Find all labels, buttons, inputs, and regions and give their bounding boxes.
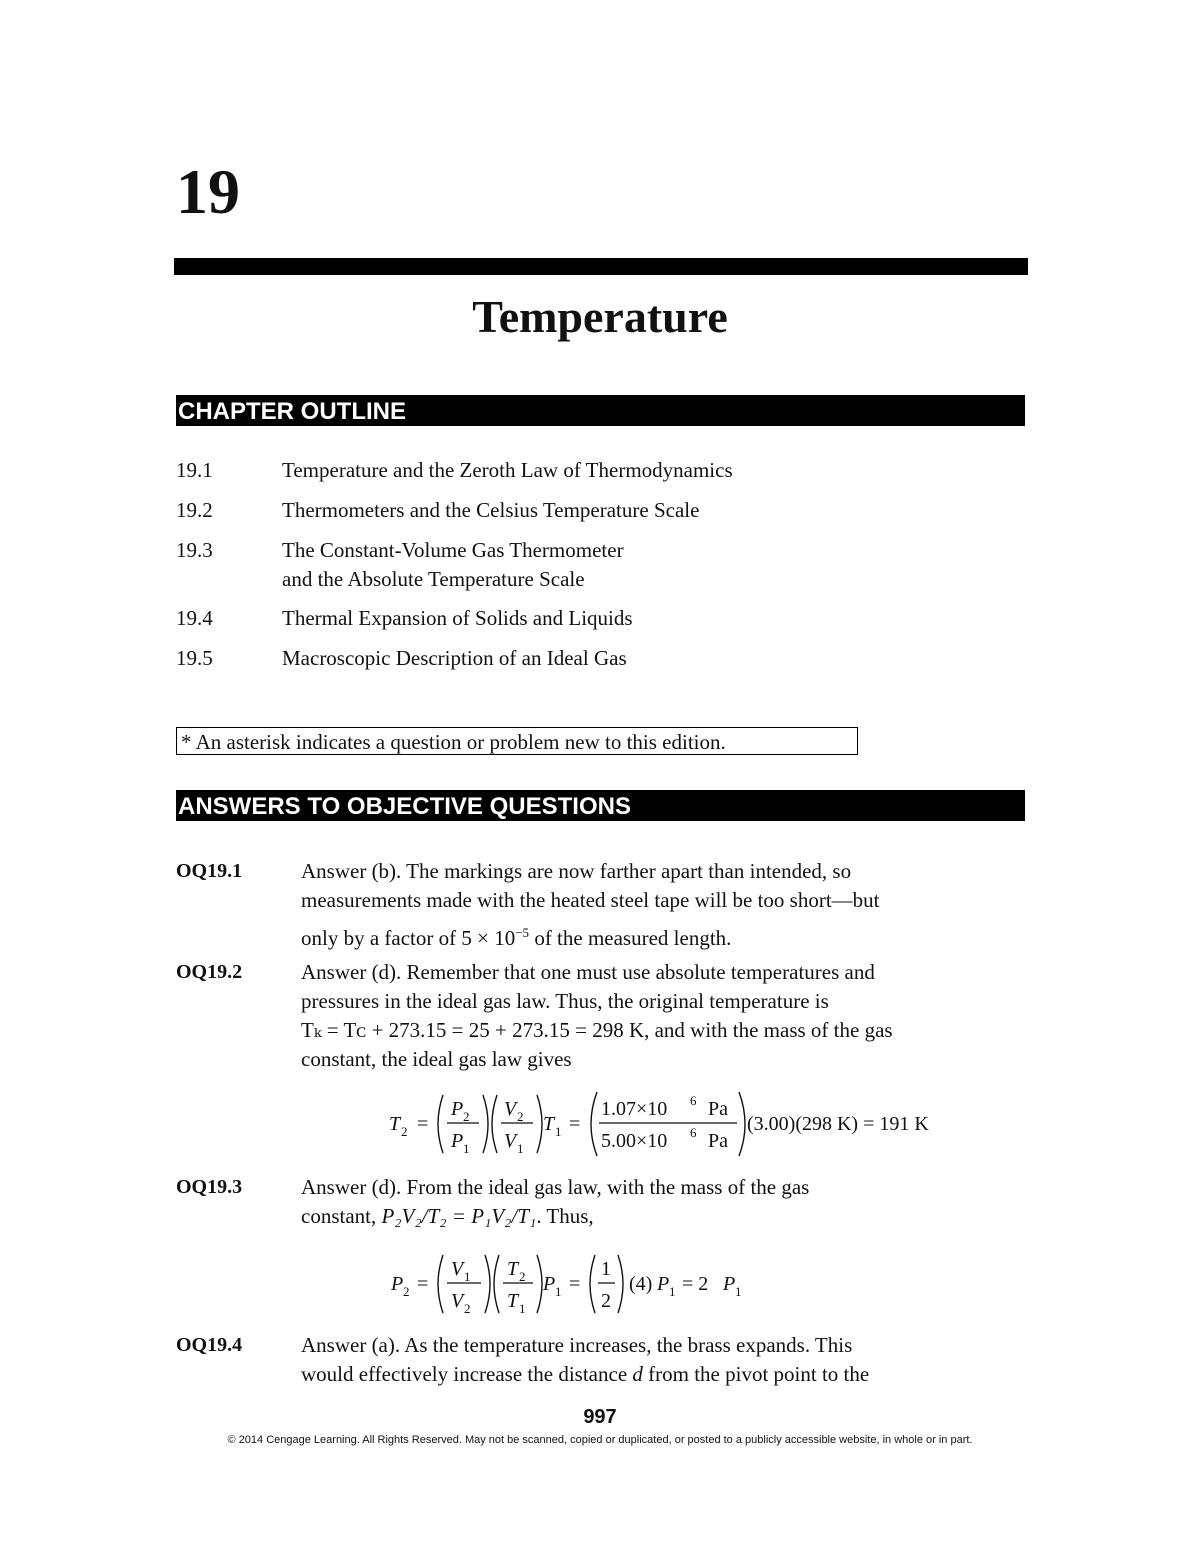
oq-line: constant, the ideal gas law gives <box>301 1047 572 1071</box>
outline-item <box>176 644 1026 673</box>
oq-text-fragment: would effectively increase the distance <box>301 1362 633 1386</box>
outline-item-number: 19.3 <box>176 538 213 562</box>
oq-text-fragment: from the pivot point to the <box>642 1362 870 1386</box>
eq-subscript: 1 <box>735 1284 742 1299</box>
eq-tail: = 2 <box>682 1273 709 1295</box>
copyright-notice: © 2014 Cengage Learning. All Rights Reserved. May not be scanned, copied or duplicated, or posted to a publicly accessible website, in whole or in part. <box>227 1434 973 1446</box>
eq-subscript: 1 <box>463 1141 470 1156</box>
eq-symbol: V <box>504 1098 517 1120</box>
eq-symbol: V <box>504 1130 517 1152</box>
eq-symbol: T <box>507 1290 519 1312</box>
oq-answer <box>301 857 1031 953</box>
oq-line: Answer (b). The markings are now farther apart than intended, so <box>301 859 852 883</box>
oq-label: OQ19.1 <box>176 860 243 882</box>
eq-subscript: 2 <box>403 1284 410 1299</box>
outline-item-title: Thermal Expansion of Solids and Liquids <box>282 606 633 630</box>
eq-unit: Pa <box>708 1098 728 1120</box>
eq-symbol: P <box>391 1273 404 1295</box>
eq-symbol: V <box>451 1258 464 1280</box>
objective-questions-header: ANSWERS TO OBJECTIVE QUESTIONS <box>176 790 1025 821</box>
oq-text-fragment: . Thus, <box>536 1204 594 1228</box>
oq-text-fragment: of the measured length. <box>529 926 732 950</box>
eq-symbol: P <box>657 1273 670 1295</box>
outline-item <box>176 604 1026 633</box>
outline-item <box>176 536 1026 594</box>
eq-subscript: 2 <box>463 1109 470 1124</box>
chapter-title: Temperature <box>472 291 728 342</box>
eq-exponent: 6 <box>690 1093 697 1108</box>
oq-line: measurements made with the heated steel tape will be too short—but <box>301 888 880 912</box>
eq-numerator: 1.07×10 <box>601 1098 668 1120</box>
oq-label: OQ19.4 <box>176 1334 243 1356</box>
inline-math: P₂V₂/T₂ = P₁V₂/T₁ <box>381 1204 537 1228</box>
outline-item-number: 19.4 <box>176 606 213 630</box>
oq-line <box>301 1360 1031 1389</box>
outline-item-title-line1: The Constant-Volume Gas Thermometer <box>282 538 624 562</box>
eq-tail: (4) <box>629 1273 653 1295</box>
asterisk-note: * An asterisk indicates a question or problem new to this edition. <box>176 727 858 755</box>
eq-subscript: 2 <box>464 1301 471 1316</box>
oq-text-fragment: only by a factor of 5 × 10 <box>301 926 516 950</box>
outline-item <box>176 456 1026 485</box>
outline-item-title: Thermometers and the Celsius Temperature Scale <box>282 498 700 522</box>
oq-line: Tₖ = Tᴄ + 273.15 = 25 + 273.15 = 298 K, and with the mass of the gas <box>301 1018 893 1042</box>
outline-item <box>176 496 1026 525</box>
outline-item-number: 19.2 <box>176 498 213 522</box>
eq-symbol: V <box>451 1290 464 1312</box>
eq-subscript: 1 <box>555 1284 562 1299</box>
oq-answer <box>301 1331 1031 1389</box>
inline-math: d <box>632 1362 643 1386</box>
eq-exponent: 6 <box>690 1125 697 1140</box>
oq-text-fragment: constant, <box>301 1204 382 1228</box>
eq-subscript: 2 <box>517 1109 524 1124</box>
exponent: −5 <box>515 925 530 940</box>
oq-line: Answer (a). As the temperature increases, the brass expands. This <box>301 1333 853 1357</box>
eq-subscript: 1 <box>669 1284 676 1299</box>
oq-line: pressures in the ideal gas law. Thus, the original temperature is <box>301 989 829 1013</box>
eq-symbol: T <box>389 1113 401 1135</box>
oq-answer <box>301 958 1031 1074</box>
oq-answer <box>301 1173 1031 1231</box>
outline-item-title: Macroscopic Description of an Ideal Gas <box>282 646 627 670</box>
oq-line: Answer (d). Remember that one must use absolute temperatures and <box>301 960 875 984</box>
eq-subscript: 2 <box>519 1269 526 1284</box>
eq-equals: = <box>417 1113 429 1135</box>
eq-symbol: T <box>543 1113 555 1135</box>
eq-tail: (3.00)(298 K) = 191 K <box>747 1113 929 1135</box>
eq-equals: = <box>417 1273 429 1295</box>
eq-equals: = <box>569 1113 581 1135</box>
oq-line <box>301 1202 1031 1231</box>
outline-item-number: 19.5 <box>176 646 213 670</box>
eq-symbol: T <box>507 1258 519 1280</box>
oq-line: Answer (d). From the ideal gas law, with the mass of the gas <box>301 1175 810 1199</box>
eq-fraction-denominator: 2 <box>601 1290 611 1312</box>
eq-denominator: 5.00×10 <box>601 1130 668 1152</box>
outline-item-number: 19.1 <box>176 458 213 482</box>
eq-symbol: P <box>723 1273 736 1295</box>
eq-equals: = <box>569 1273 581 1295</box>
eq-fraction-numerator: 1 <box>601 1258 611 1280</box>
temperature-equation <box>385 1088 985 1160</box>
eq-subscript: 1 <box>519 1301 526 1316</box>
oq-label: OQ19.3 <box>176 1176 243 1198</box>
outline-item-title: Temperature and the Zeroth Law of Thermodynamics <box>282 458 733 482</box>
eq-subscript: 1 <box>464 1269 471 1284</box>
pressure-equation <box>385 1248 785 1320</box>
chapter-number: 19 <box>176 156 240 227</box>
eq-unit: Pa <box>708 1130 728 1152</box>
eq-symbol: P <box>451 1098 464 1120</box>
eq-subscript: 2 <box>401 1124 408 1139</box>
page-number: 997 <box>583 1406 617 1428</box>
eq-symbol: P <box>451 1130 464 1152</box>
eq-subscript: 1 <box>517 1141 524 1156</box>
chapter-outline-header: CHAPTER OUTLINE <box>176 395 1025 426</box>
eq-symbol: P <box>543 1273 556 1295</box>
outline-item-title <box>282 536 982 594</box>
eq-subscript: 1 <box>555 1124 562 1139</box>
outline-item-title-line2: and the Absolute Temperature Scale <box>282 567 585 591</box>
oq-line <box>301 918 1031 953</box>
oq-label: OQ19.2 <box>176 961 243 983</box>
chapter-rule <box>174 258 1028 275</box>
